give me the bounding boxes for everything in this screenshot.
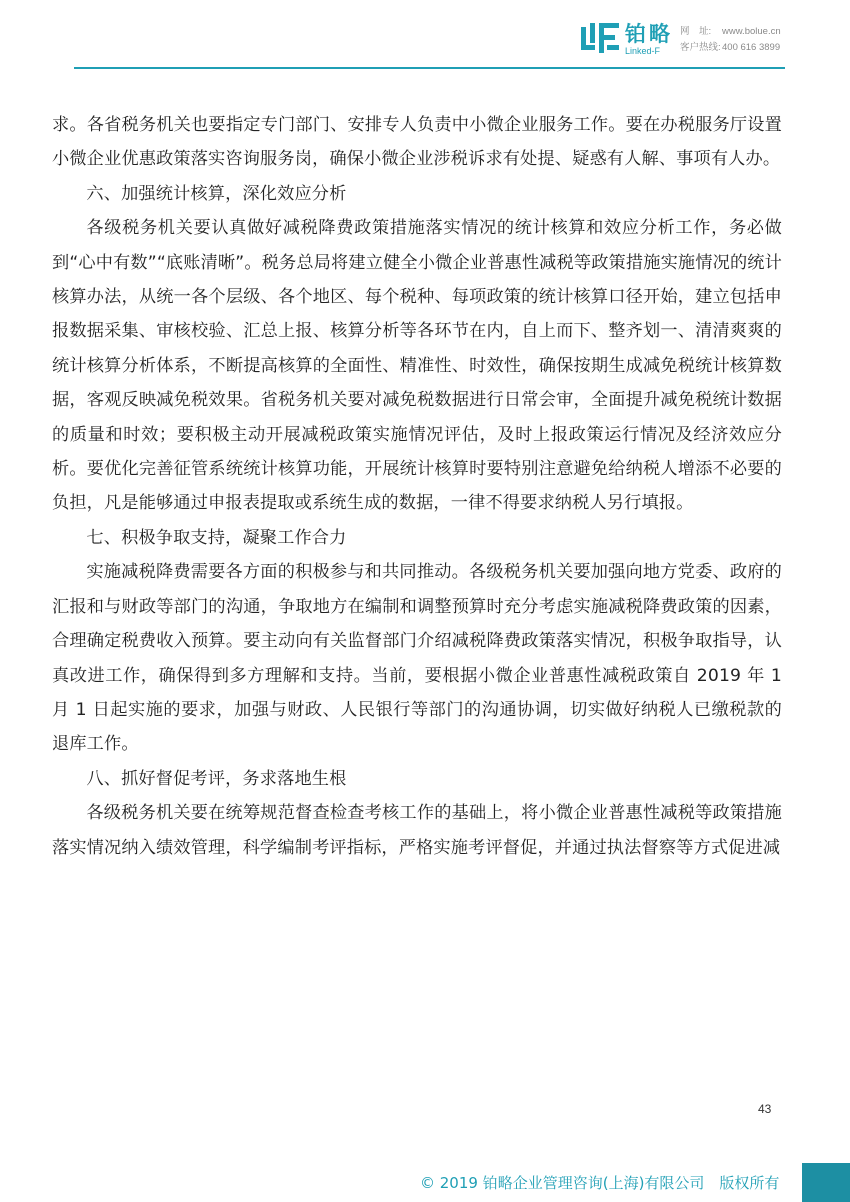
paragraph-statistics: 各级税务机关要认真做好减税降费政策措施落实情况的统计核算和效应分析工作，务必做到“心中有数”“底账清晰”。税务总局将建立健全小微企业普惠性减税等政策措施实施情况的统计核算办法，从统一各个层级、各个地区、每个税种、每项政策的统计核算口径开始，建立包括申报数据采集、审核校验、汇总上报、核算分析等各环节在内，自上而下、整齐划一、清清爽爽的统计核算分析体系，不断提高核算的全面性、精准性、时效性，确保按期生成减免税统计核算数据，客观反映减免税效果。省税务机关要对减免税数据进行日常会审，全面提升减免税统计数据的质量和时效；要积极主动开展减税政策实施情况评估，及时上报政策运行情况及经济效应分析。要优化完善征管系统统计核算功能，开展统计核算时要特别注意避免给纳税人增添不必要的负担，凡是能够通过申报表提取或系统生成的数据，一律不得要求纳税人另行填报。 [52, 218, 782, 514]
website-link[interactable]: www.bolue.cn [722, 26, 781, 37]
hotline-number: 400 616 3899 [722, 42, 781, 53]
page-header [0, 0, 850, 72]
logo-english-name: Linked-F [625, 46, 661, 56]
section-heading-7: 七、积极争取支持，凝聚工作合力 [86, 527, 347, 548]
contact-info [680, 24, 781, 56]
document-body [52, 108, 782, 865]
footer-accent-block [802, 1163, 850, 1202]
paragraph-continued: 求。各省税务机关也要指定专门部门、安排专人负责中小微企业服务工作。要在办税服务厅设置小微企业优惠政策落实咨询服务岗，确保小微企业涉税诉求有处提、疑惑有人解、事项有人办。 [52, 115, 782, 170]
header-divider [74, 67, 785, 69]
website-label: 网 址: [680, 26, 712, 37]
hotline-label: 客户热线: [680, 42, 721, 53]
page-number: 43 [758, 1102, 772, 1116]
logo-chinese-name: 铂略 [625, 22, 673, 46]
copyright-notice: © 2019 铂略企业管理咨询(上海)有限公司 版权所有 [420, 1174, 780, 1192]
section-heading-6: 六、加强统计核算，深化效应分析 [86, 183, 347, 204]
website-line [680, 24, 781, 40]
paragraph-supervision: 各级税务机关要在统筹规范督查检查考核工作的基础上，将小微企业普惠性减税等政策措施落实情况纳入绩效管理，科学编制考评指标，严格实施考评督促，并通过执法督察等方式促进减 [52, 803, 782, 858]
hotline-line [680, 40, 781, 56]
section-heading-8: 八、抓好督促考评，务求落地生根 [86, 768, 347, 789]
paragraph-support: 实施减税降费需要各方面的积极参与和共同推动。各级税务机关要加强向地方党委、政府的汇报和与财政等部门的沟通，争取地方在编制和调整预算时充分考虑实施减税降费政策的因素，合理确定税费收入预算。要主动向有关监督部门介绍减税降费政策落实情况，积极争取指导，认真改进工作，确保得到多方理解和支持。当前，要根据小微企业普惠性减税政策自 2019 年 1 月 1 日起实施的要求，加强与财政、人民银行等部门的沟通协调，切实做好纳税人已缴税款的退库工作。 [52, 562, 782, 755]
bolue-logo-icon [581, 23, 621, 53]
